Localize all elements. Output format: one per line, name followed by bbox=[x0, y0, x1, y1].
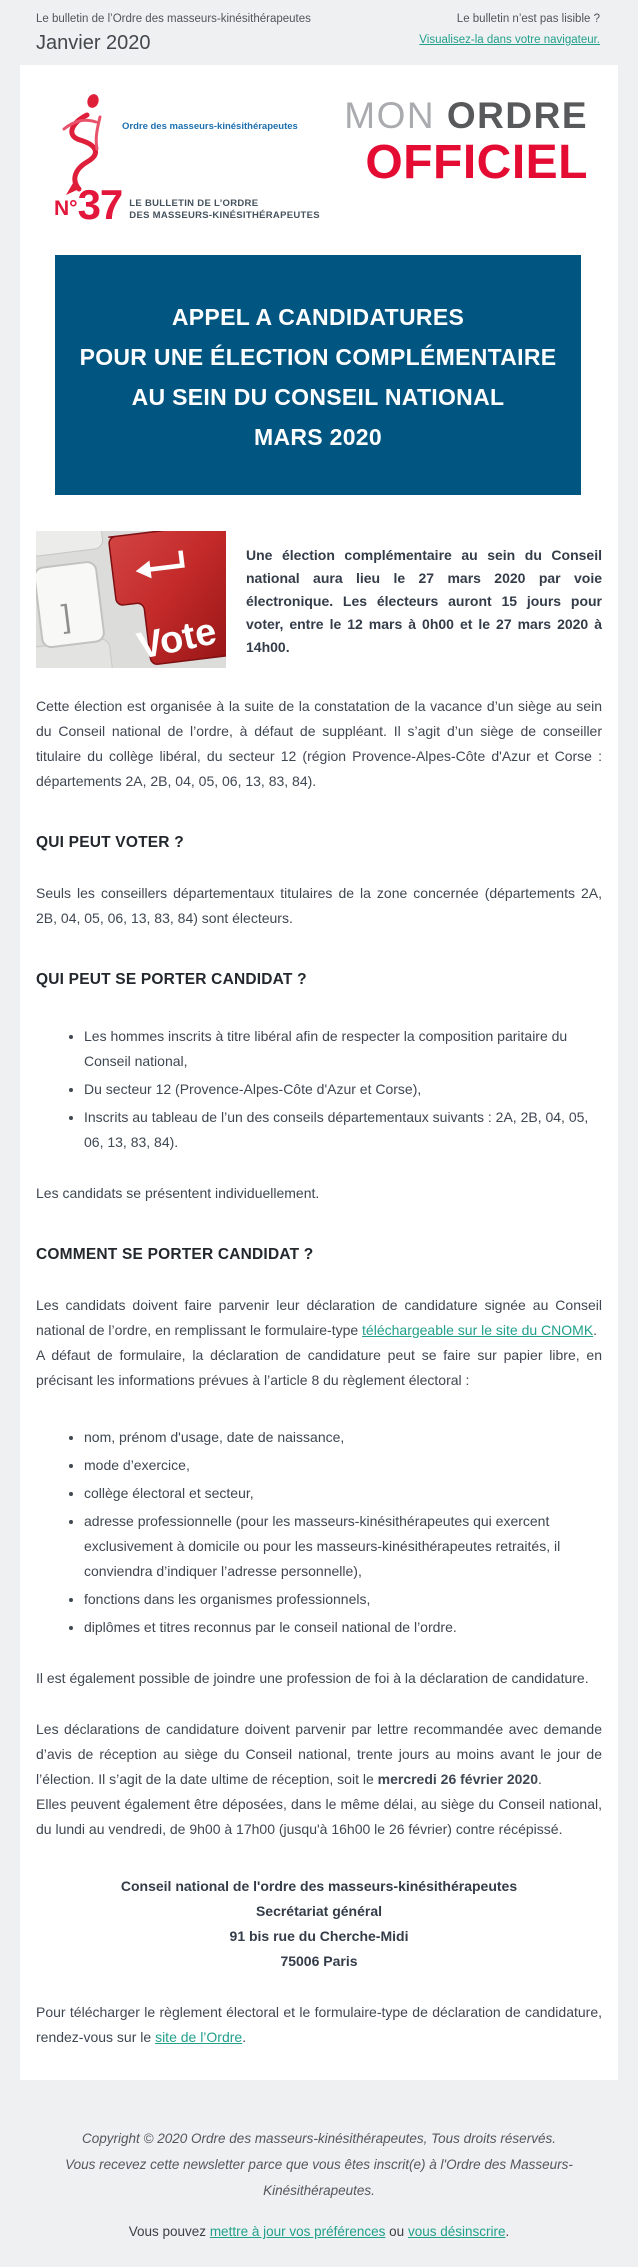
content-card bbox=[20, 65, 618, 2080]
paragraph-individuellement: Les candidats se présentent individuellement. bbox=[36, 1185, 320, 1201]
preheader bbox=[0, 0, 638, 65]
required-info-list bbox=[36, 1425, 602, 1640]
preheader-left bbox=[36, 13, 311, 55]
article-body bbox=[36, 694, 602, 2050]
list-item: • nom, prénom d'usage, date de naissance, bbox=[84, 1425, 602, 1450]
paragraph-declaration bbox=[36, 1293, 602, 1393]
ordre-site-link[interactable]: site de l’Ordre bbox=[155, 2029, 243, 2045]
manage-suffix: . bbox=[505, 2224, 510, 2239]
cnomk-form-link[interactable]: téléchargeable sur le site du CNOMK bbox=[362, 1322, 594, 1338]
footer bbox=[0, 2080, 638, 2267]
manage-subscription-line bbox=[28, 2224, 610, 2239]
brand-small-text: Ordre des masseurs-kinésithérapeutes bbox=[122, 121, 298, 132]
bulletin-date: Janvier 2020 bbox=[36, 32, 151, 54]
title-word-mon: MON bbox=[344, 95, 447, 136]
unsubscribe-link[interactable]: vous désinscrire bbox=[407, 2224, 506, 2239]
list-item: • collège électoral et secteur, bbox=[84, 1481, 602, 1506]
address-org: Conseil national de l'ordre des masseurs-kinésithérapeutes bbox=[120, 1878, 518, 1894]
title-word-ordre: ORDRE bbox=[446, 95, 588, 136]
list-item: • mode d’exercice, bbox=[84, 1453, 602, 1478]
list-item: • adresse professionnelle (pour les masseurs-kinésithérapeutes qui exercent exclusivement à domicile ou pour les masseurs-kinésithérapeutes retraités, il conviendra d’indiquer l’adresse personnelle), bbox=[84, 1509, 602, 1584]
announcement-banner bbox=[55, 255, 581, 495]
vote-key-label: Vote bbox=[133, 610, 221, 668]
banner-line: APPEL A CANDIDATURES bbox=[171, 304, 465, 330]
paragraph-deadline bbox=[36, 1717, 602, 1842]
list-item: • Les hommes inscrits à titre libéral afin de respecter la composition paritaire du Conseil national, bbox=[84, 1024, 602, 1074]
heading-qui-peut-voter: QUI PEUT VOTER ? bbox=[36, 834, 184, 851]
view-in-browser-link[interactable]: Visualisez-la dans votre navigateur. bbox=[419, 34, 600, 46]
paragraph-electeurs: Seuls les conseillers départementaux titulaires de la zone concernée (départements 2A, 2B, 04, 05, 06, 13, 83, 84) sont électeurs. bbox=[36, 885, 602, 926]
depot-text: Elles peuvent également être déposées, dans le même délai, au siège du Conseil national, du lundi au vendredi, de 9h00 à 17h00 (jusqu'à 16h00 le 26 février) contre récépissé. bbox=[36, 1796, 602, 1837]
address-city: 75006 Paris bbox=[280, 1953, 358, 1969]
issue-row bbox=[54, 181, 602, 228]
issue-prefix: N° bbox=[54, 197, 78, 220]
issue-caption-line2: DES MASSEURS-KINÉSITHÉRAPEUTES bbox=[129, 209, 320, 221]
bracket-key-label: ] bbox=[59, 597, 73, 635]
title-word-officiel: OFFICIEL bbox=[365, 136, 588, 189]
postal-address bbox=[36, 1874, 602, 1974]
not-readable-text: Le bulletin n’est pas lisible ? bbox=[456, 13, 600, 25]
paragraph-download bbox=[36, 2000, 602, 2050]
list-item: • Du secteur 12 (Provence-Alpes-Côte d'Azur et Corse), bbox=[84, 1077, 602, 1102]
issue-caption bbox=[129, 198, 320, 221]
subscription-reason-text: Vous recevez cette newsletter parce que vous êtes inscrit(e) à l'Ordre des Masseurs-Kinésithérapeutes. bbox=[65, 2157, 573, 2198]
bulletin-title: Le bulletin de l’Ordre des masseurs-kinésithérapeutes bbox=[36, 13, 311, 25]
deadline-text: Les déclarations de candidature doivent parvenir par lettre recommandée avec demande d’avis de réception au siège du Conseil national, trente jours au moins avant le jour de l’élection. Il s’agit de la date ultime de réception, soit le bbox=[36, 1721, 602, 1787]
address-street: 91 bis rue du Cherche-Midi bbox=[229, 1928, 409, 1944]
preheader-right bbox=[419, 13, 600, 48]
candidate-conditions-list bbox=[36, 1024, 602, 1155]
vote-key-image bbox=[36, 531, 226, 668]
copyright-text: Copyright © 2020 Ordre des masseurs-kinésithérapeutes, Tous droits réservés. bbox=[82, 2131, 556, 2146]
manage-middle: ou bbox=[385, 2224, 408, 2239]
list-item: • diplômes et titres reconnus par le conseil national de l’ordre. bbox=[84, 1615, 602, 1640]
banner-line: MARS 2020 bbox=[254, 424, 382, 450]
download-text-end: . bbox=[242, 2029, 247, 2045]
paragraph-profession-de-foi: Il est également possible de joindre une profession de foi à la déclaration de candidature. bbox=[36, 1670, 589, 1686]
banner-line: AU SEIN DU CONSEIL NATIONAL bbox=[131, 384, 505, 410]
issue-caption-line1: LE BULLETIN DE L’ORDRE bbox=[129, 198, 259, 209]
deadline-text-end: . bbox=[537, 1771, 542, 1787]
masthead-title-line1 bbox=[344, 97, 588, 134]
declaration-text-end: . bbox=[593, 1322, 598, 1338]
issue-number: 37 bbox=[77, 181, 123, 228]
vote-section bbox=[36, 531, 602, 668]
download-text: Pour télécharger le règlement électoral et le formulaire-type de déclaration de candidature, rendez-vous sur le bbox=[36, 2004, 602, 2045]
declaration-text: Les candidats doivent faire parvenir leur déclaration de candidature signée au Conseil national de l’ordre, en remplissant le formulaire-type bbox=[36, 1297, 602, 1338]
masthead-title bbox=[344, 97, 588, 187]
heading-qui-peut-se-porter-candidat: QUI PEUT SE PORTER CANDIDAT ? bbox=[36, 971, 307, 988]
list-item: • Inscrits au tableau de l’un des conseils départementaux suivants : 2A, 2B, 04, 05, 06, 13, 83, 84). bbox=[84, 1105, 602, 1155]
heading-comment-se-porter-candidat: COMMENT SE PORTER CANDIDAT ? bbox=[36, 1246, 314, 1263]
masthead bbox=[36, 91, 602, 239]
papier-libre-text: A défaut de formulaire, la déclaration de candidature peut se faire sur papier libre, en précisant les informations prévues à l’article 8 du règlement électoral : bbox=[36, 1347, 602, 1388]
paragraph-election-context: Cette élection est organisée à la suite de la constatation de la vacance d’un siège au sein du Conseil national de l’ordre, à défaut de suppléant. Il s’agit d’un siège de conseiller titulaire du collège libéral, du secteur 12 (région Provence-Alpes-Côte d'Azur et Corse : départements 2A, 2B, 04, 05, 06, 13, 83, 84). bbox=[36, 698, 602, 789]
intro-paragraph: Une élection complémentaire au sein du Conseil national aura lieu le 27 mars 2020 par voie électronique. Les électeurs auront 15 jours pour voter, entre le 12 mars à 0h00 et le 27 mars 2020 à 14h00. bbox=[246, 547, 602, 655]
manage-prefix: Vous pouvez bbox=[128, 2224, 210, 2239]
update-preferences-link[interactable]: mettre à jour vos préférences bbox=[209, 2224, 386, 2239]
address-dept: Secrétariat général bbox=[255, 1903, 383, 1919]
banner-line: POUR UNE ÉLECTION COMPLÉMENTAIRE bbox=[79, 344, 557, 370]
deadline-date: mercredi 26 février 2020 bbox=[377, 1771, 538, 1787]
list-item: • fonctions dans les organismes professionnels, bbox=[84, 1587, 602, 1612]
